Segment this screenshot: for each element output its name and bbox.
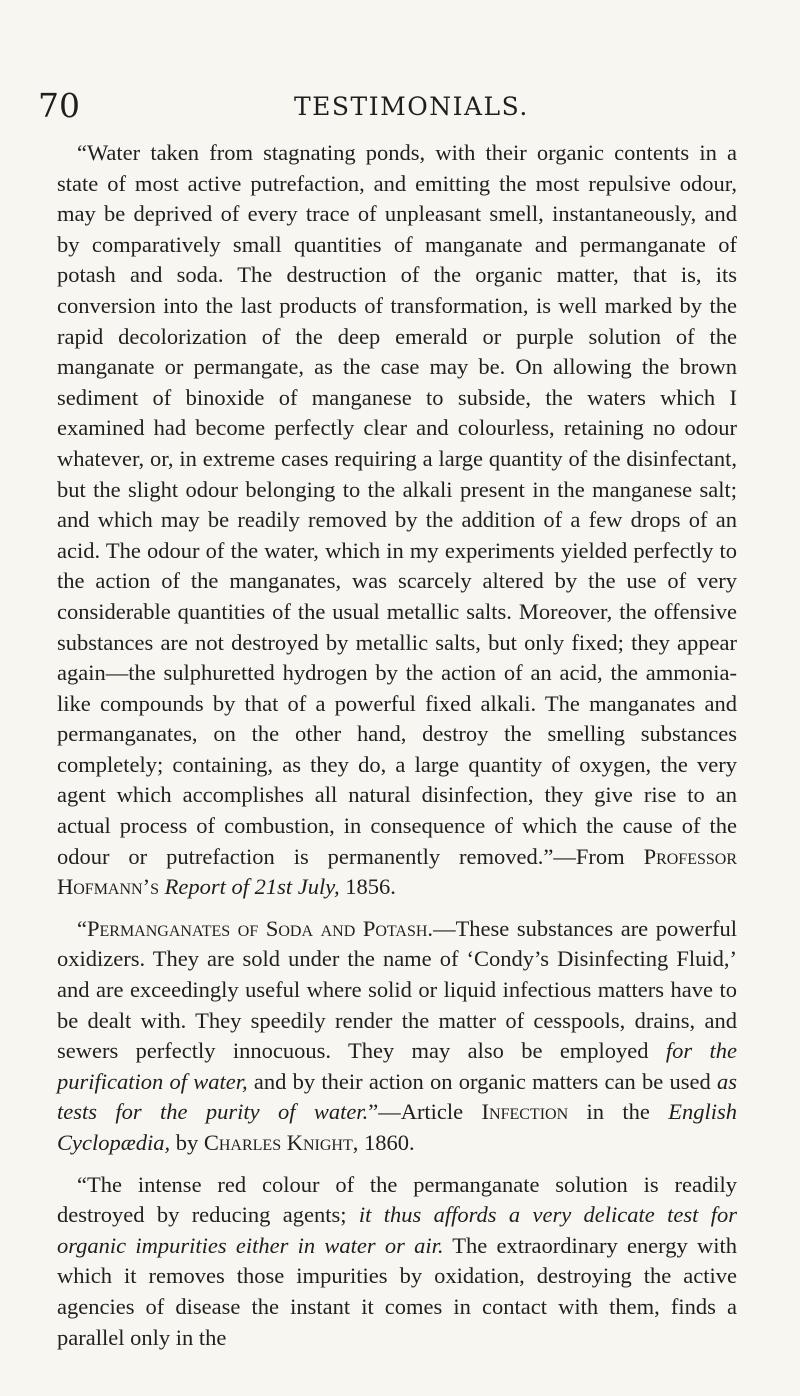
hofmann-year: 1856. (339, 874, 396, 900)
hofmann-testimonial-paragraph (57, 138, 737, 903)
purification-emphasis: for the purification of water, (57, 1038, 738, 1094)
english-cyclopaedia-title: English Cyclopædia, (57, 1099, 737, 1155)
body-text (57, 138, 737, 1353)
running-head: TESTIMONIALS. (294, 92, 529, 121)
knight-opening-quote: “ (77, 915, 87, 941)
page-number: 70 (38, 86, 80, 125)
article-label: ”—Article (368, 1099, 482, 1125)
knight-testimonial-paragraph (57, 914, 737, 1159)
infection-article-title: Infection (481, 1099, 569, 1125)
charles-knight-name: Charles Knight, (203, 1130, 359, 1155)
red-colour-opening: “The intense red colour of the permanganate solution is readily destroyed by reducing agents; (57, 1171, 737, 1228)
tests-purity-emphasis: as tests for the purity of water. (57, 1068, 737, 1125)
in-the-text: in the (568, 1099, 669, 1125)
by-text: by (170, 1130, 204, 1155)
red-colour-paragraph (57, 1170, 737, 1354)
hofmann-author-name: Professor Hofmann’s (57, 843, 737, 900)
permanganates-heading: Permanganates of Soda and Potash. (87, 915, 434, 941)
knight-body-text: —These substances are powerful oxidizers. They are sold under the name of ‘Condy’s Disinfecting Fluid,’ and are exceedingly useful where solid or liquid infectious matters have to be dealt with. They speedily render the matter of cesspools, drains, and sewers perfectly innocuous. They may also be employed (57, 915, 737, 1064)
page-header (38, 86, 728, 126)
delicate-test-emphasis: it thus affords a very delicate test for organic impurities either in water or air. (57, 1202, 737, 1258)
knight-body-continued: and by their action on organic matters can be used (247, 1068, 717, 1094)
hofmann-quote-text: “Water taken from stagnating ponds, with their organic contents in a state of most active putrefaction, and emitting the most repulsive odour, may be deprived of every trace of unpleasant smell, instantaneously, and by comparatively small quantities of manganate and permanganate of potash and soda. The destruction of the organic matter, that is, its conversion into the last products of transformation, is well marked by the rapid decolorization of the deep emerald or purple solution of the manganate or permangate, as the case may be. On allowing the brown sediment of binoxide of manganese to subside, the waters which I examined had become perfectly clear and colourless, retaining no odour whatever, or, in extreme cases requiring a large quantity of the disinfectant, but the slight odour belonging to the alkali present in the manganese salt; and which may be readily removed by the addition of a few drops of an acid. The odour of the water, which in my experiments yielded perfectly to the action of the manganates, was scarcely altered by the use of very considerable quantities of the usual metallic salts. Moreover, the offensive substances are not destroyed by metallic salts, but only fixed; they appear again—the sulphuretted hydrogen by the action of an acid, the ammonia-like compounds by that of a powerful fixed alkali. The manganates and permanganates, on the other hand, destroy the smelling substances completely; containing, as they do, a large quantity of oxygen, the very agent which accomplishes all natural disinfection, they give rise to an actual process of combustion, in consequence of which the cause of the odour or putrefaction is permanently removed.”—From (57, 140, 737, 869)
red-colour-continuation: The extraordinary energy with which it removes those impurities by oxidation, destroying the active agencies of disease the instant it comes in contact with them, finds a parallel only in the (57, 1232, 737, 1350)
hofmann-report-title: Report of 21st July, (164, 874, 340, 900)
knight-year: 1860. (358, 1130, 415, 1155)
